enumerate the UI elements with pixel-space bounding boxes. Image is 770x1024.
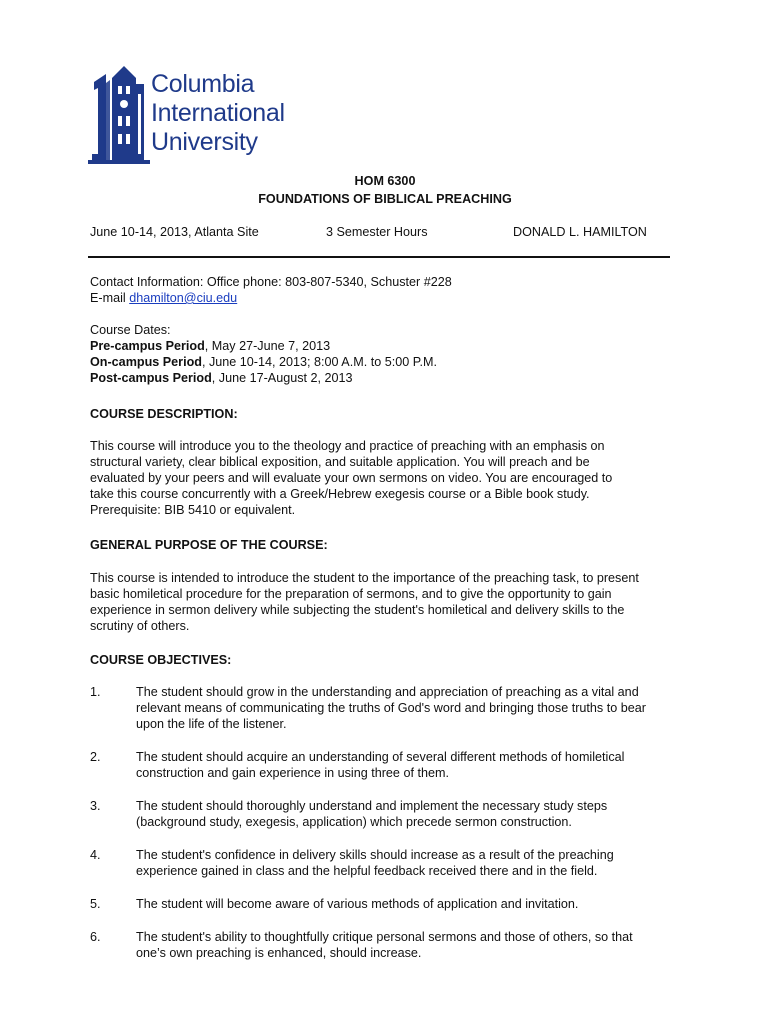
email-link[interactable]: dhamilton@ciu.edu bbox=[129, 291, 238, 305]
post-campus-value: , June 17-August 2, 2013 bbox=[211, 371, 353, 385]
purpose-body bbox=[90, 570, 700, 634]
university-logo bbox=[88, 64, 288, 168]
post-campus-label: Post-campus Period bbox=[90, 371, 212, 385]
objective-number: 1. bbox=[90, 685, 101, 699]
objective-line: The student's confidence in delivery skills should increase as a result of the preaching bbox=[136, 848, 614, 862]
objective-number: 5. bbox=[90, 897, 101, 911]
objective-number: 3. bbox=[90, 799, 101, 813]
purpose-line: experience in sermon delivery while subjecting the student's homiletical and delivery skills to the bbox=[90, 603, 625, 617]
course-instructor: DONALD L. HAMILTON bbox=[513, 225, 647, 239]
objective-line: upon the life of the listener. bbox=[136, 717, 287, 731]
description-line: This course will introduce you to the theology and practice of preaching with an emphasis on bbox=[90, 439, 605, 453]
purpose-line: basic homiletical procedure for the preparation of sermons, and to give the opportunity to gain bbox=[90, 587, 612, 601]
objective-line: relevant means of communicating the truths of God's word and bringing those truths to bear bbox=[136, 701, 646, 715]
course-dates-site: June 10-14, 2013, Atlanta Site bbox=[90, 225, 259, 239]
logo-line-university: University bbox=[151, 128, 258, 156]
objective-number: 4. bbox=[90, 848, 101, 862]
pre-campus-period bbox=[90, 338, 700, 354]
on-campus-label: On-campus Period bbox=[90, 355, 202, 369]
description-heading: COURSE DESCRIPTION: bbox=[90, 407, 238, 421]
pre-campus-value: , May 27-June 7, 2013 bbox=[204, 339, 331, 353]
header-divider bbox=[88, 256, 670, 258]
on-campus-value: , June 10-14, 2013; 8:00 A.M. to 5:00 P.M. bbox=[201, 355, 437, 369]
description-body bbox=[90, 438, 700, 518]
description-line: take this course concurrently with a Greek/Hebrew exegesis course or a Bible book study. bbox=[90, 487, 590, 501]
bell-tower-icon bbox=[88, 64, 150, 168]
purpose-line: scrutiny of others. bbox=[90, 619, 190, 633]
objective-line: (background study, exegesis, application) which precede sermon construction. bbox=[136, 815, 572, 829]
objective-line: construction and gain experience in using three of them. bbox=[136, 766, 449, 780]
post-campus-period bbox=[90, 370, 700, 386]
objective-line: one’s own preaching is enhanced, should increase. bbox=[136, 946, 422, 960]
objective-number: 2. bbox=[90, 750, 101, 764]
email-label: E-mail bbox=[90, 291, 130, 305]
course-hours: 3 Semester Hours bbox=[326, 225, 428, 239]
objective-line: The student should acquire an understanding of several different methods of homiletical bbox=[136, 750, 625, 764]
purpose-heading: GENERAL PURPOSE OF THE COURSE: bbox=[90, 538, 328, 552]
contact-email-line bbox=[90, 290, 700, 306]
course-dates bbox=[90, 322, 700, 386]
objective-line: The student should thoroughly understand and implement the necessary study steps bbox=[136, 799, 608, 813]
logo-line-international: International bbox=[151, 99, 285, 127]
logo-line-columbia: Columbia bbox=[151, 70, 255, 98]
objective-line: experience gained in class and the helpful feedback received there and in the field. bbox=[136, 864, 598, 878]
contact-info bbox=[90, 274, 700, 306]
course-title: FOUNDATIONS OF BIBLICAL PREACHING bbox=[258, 192, 512, 206]
description-line: evaluated by your peers and will evaluate your own sermons on video. You are encouraged to bbox=[90, 471, 613, 485]
logo-wordmark bbox=[151, 70, 285, 157]
course-code: HOM 6300 bbox=[354, 174, 416, 188]
course-dates-heading: Course Dates: bbox=[90, 323, 171, 337]
objectives-heading: COURSE OBJECTIVES: bbox=[90, 653, 232, 667]
description-line: structural variety, clear biblical exposition, and suitable application. You will preach and be bbox=[90, 455, 590, 469]
pre-campus-label: Pre-campus Period bbox=[90, 339, 205, 353]
objective-line: The student's ability to thoughtfully critique personal sermons and those of others, so that bbox=[136, 930, 633, 944]
contact-phone: Contact Information: Office phone: 803-807-5340, Schuster #228 bbox=[90, 275, 452, 289]
objective-line: The student should grow in the understanding and appreciation of preaching as a vital and bbox=[136, 685, 639, 699]
objective-number: 6. bbox=[90, 930, 101, 944]
objective-line: The student will become aware of various methods of application and invitation. bbox=[136, 897, 579, 911]
on-campus-period bbox=[90, 354, 700, 370]
description-line: Prerequisite: BIB 5410 or equivalent. bbox=[90, 503, 296, 517]
purpose-line: This course is intended to introduce the student to the importance of the preaching task, to present bbox=[90, 571, 639, 585]
